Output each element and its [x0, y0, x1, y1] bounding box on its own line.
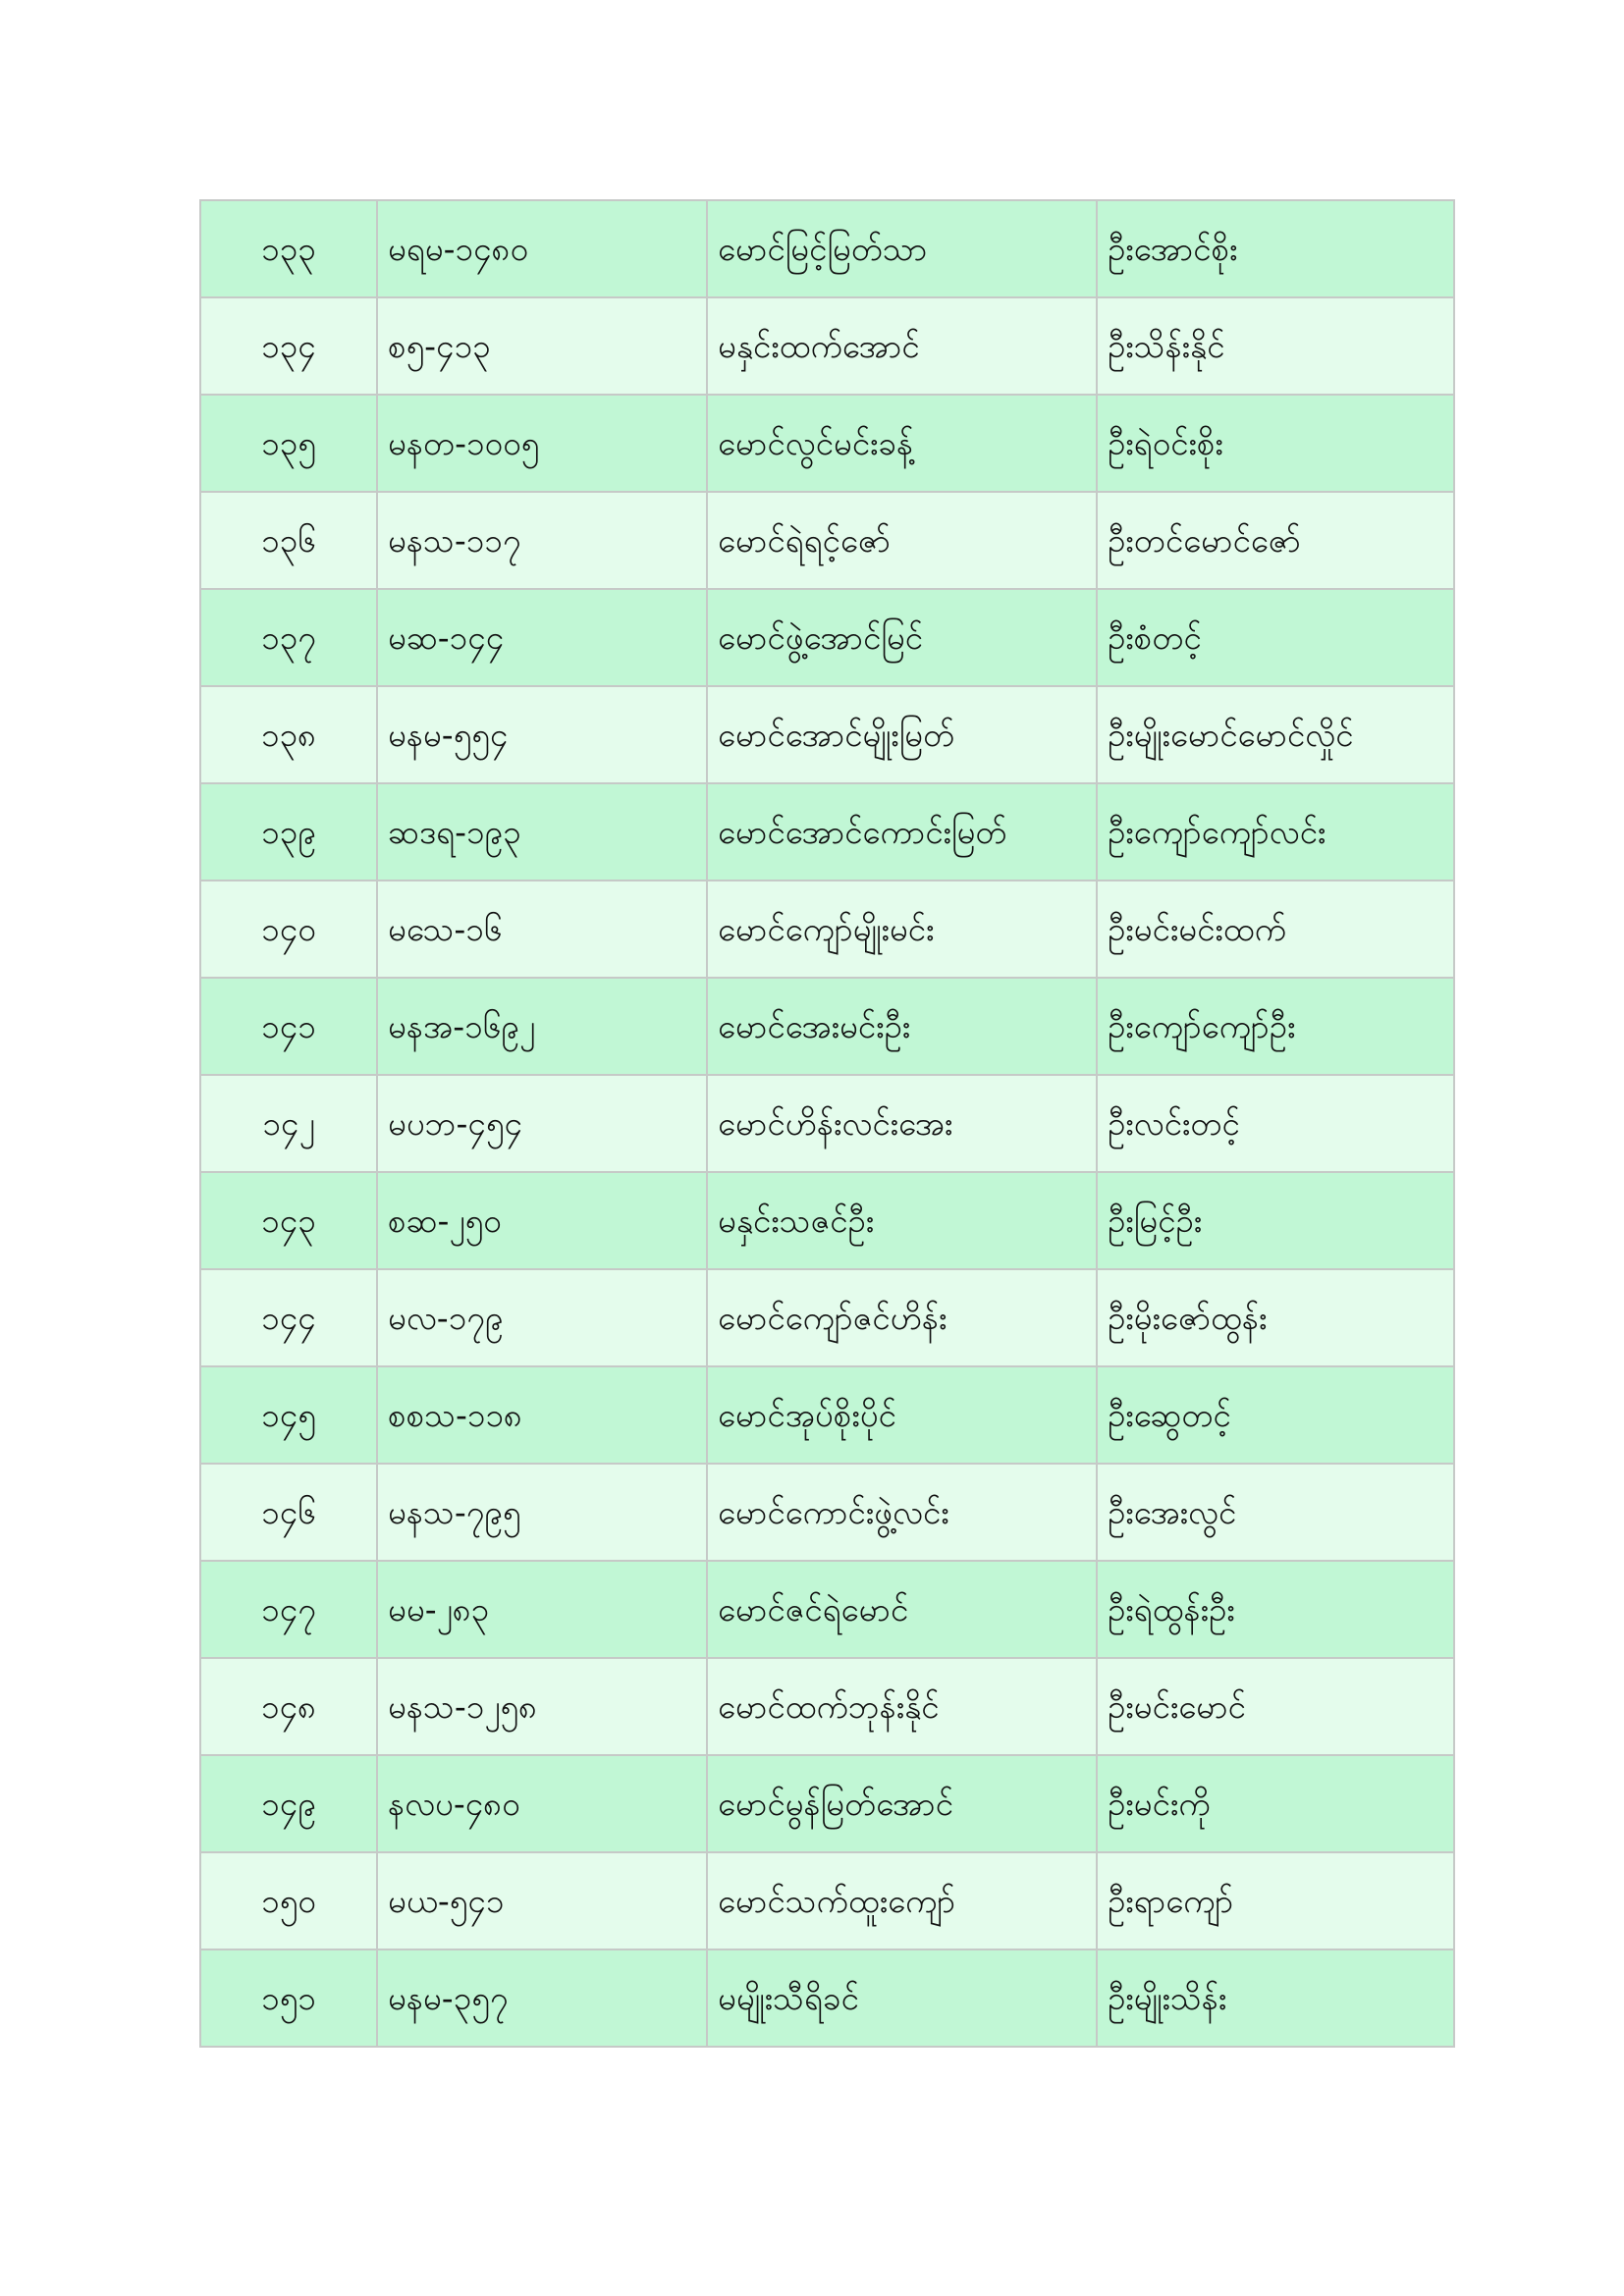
student-name: မနှင်းထက်အောင်: [707, 297, 1097, 395]
table-row: [200, 1464, 1454, 1561]
table-row: [200, 589, 1454, 686]
student-name: မောင်လွင်မင်းခန့်: [707, 395, 1097, 492]
table-row: [200, 783, 1454, 881]
row-number: ၁၄၈: [200, 1658, 377, 1755]
row-number: ၁၄၉: [200, 1755, 377, 1852]
table-row: [200, 1755, 1454, 1852]
row-number: ၁၃၅: [200, 395, 377, 492]
table-row: [200, 686, 1454, 783]
table-row: [200, 492, 1454, 589]
father-name: ဦးမိုးဇော်ထွန်း: [1097, 1269, 1454, 1366]
row-number: ၁၅၀: [200, 1852, 377, 1949]
father-name: ဦးမင်းမောင်: [1097, 1658, 1454, 1755]
table-row: [200, 395, 1454, 492]
student-name: မောင်ကောင်းဖွဲ့လင်း: [707, 1464, 1097, 1561]
registration-number: မယ-၅၄၁: [377, 1852, 707, 1949]
father-name: ဦးစံတင့်: [1097, 589, 1454, 686]
father-name: ဦးမျိုးသိန်း: [1097, 1949, 1454, 2047]
registration-number: စဆ-၂၅၀: [377, 1172, 707, 1269]
row-number: ၁၃၈: [200, 686, 377, 783]
row-number: ၁၄၁: [200, 978, 377, 1075]
registration-number: မမ-၂၈၃: [377, 1561, 707, 1658]
student-name: မောင်အောင်ကောင်းမြတ်: [707, 783, 1097, 881]
row-number: ၁၃၉: [200, 783, 377, 881]
student-name: မောင်သက်ထူးကျော်: [707, 1852, 1097, 1949]
student-name: မောင်အုပ်စိုးပိုင်: [707, 1366, 1097, 1464]
row-number: ၁၄၀: [200, 881, 377, 978]
father-name: ဦးသိန်းနိုင်: [1097, 297, 1454, 395]
father-name: ဦးမျိုးမောင်မောင်လှိုင်: [1097, 686, 1454, 783]
registration-number: မနသ-၇၉၅: [377, 1464, 707, 1561]
father-name: ဦးရာကျော်: [1097, 1852, 1454, 1949]
student-name: မနှင်းသဇင်ဦး: [707, 1172, 1097, 1269]
table-row: [200, 1949, 1454, 2047]
student-name: မောင်ကျော်ဇင်ဟိန်း: [707, 1269, 1097, 1366]
student-name: မောင်အေးမင်းဦး: [707, 978, 1097, 1075]
student-name: မောင်ထက်ဘုန်းနိုင်: [707, 1658, 1097, 1755]
father-name: ဦးကျော်ကျော်ဦး: [1097, 978, 1454, 1075]
registration-number: မလ-၁၇၉: [377, 1269, 707, 1366]
registration-number: မဆ-၁၄၄: [377, 589, 707, 686]
row-number: ၁၃၄: [200, 297, 377, 395]
registration-number: မရမ-၁၄၈၀: [377, 200, 707, 297]
table-row: [200, 1172, 1454, 1269]
student-name: မောင်မွန်မြတ်အောင်: [707, 1755, 1097, 1852]
row-number: ၁၄၂: [200, 1075, 377, 1172]
table-row: [200, 1561, 1454, 1658]
student-roster-table: [199, 199, 1455, 2048]
father-name: ဦးအောင်စိုး: [1097, 200, 1454, 297]
father-name: ဦးလင်းတင့်: [1097, 1075, 1454, 1172]
registration-number: မသေ-၁၆: [377, 881, 707, 978]
table-row: [200, 1269, 1454, 1366]
row-number: ၁၄၅: [200, 1366, 377, 1464]
father-name: ဦးရဲထွန်းဦး: [1097, 1561, 1454, 1658]
table-row: [200, 1658, 1454, 1755]
student-name: မောင်ဇင်ရဲမောင်: [707, 1561, 1097, 1658]
row-number: ၁၃၆: [200, 492, 377, 589]
row-number: ၁၄၄: [200, 1269, 377, 1366]
table-row: [200, 200, 1454, 297]
registration-number: စစသ-၁၁၈: [377, 1366, 707, 1464]
table-row: [200, 1075, 1454, 1172]
registration-number: ဆဒရ-၁၉၃: [377, 783, 707, 881]
father-name: ဦးမြင့်ဦး: [1097, 1172, 1454, 1269]
registration-number: စ၅-၄၁၃: [377, 297, 707, 395]
registration-number: နလပ-၄၈၀: [377, 1755, 707, 1852]
table-row: [200, 297, 1454, 395]
father-name: ဦးမင်းကို: [1097, 1755, 1454, 1852]
registration-number: မပဘ-၄၅၄: [377, 1075, 707, 1172]
registration-number: မနမ-၃၅၇: [377, 1949, 707, 2047]
student-name: မောင်ဖွဲ့အောင်မြင်: [707, 589, 1097, 686]
father-name: ဦးမင်းမင်းထက်: [1097, 881, 1454, 978]
registration-number: မနသ-၁၁၇: [377, 492, 707, 589]
student-name: မောင်မြင့်မြတ်သာ: [707, 200, 1097, 297]
table-row: [200, 881, 1454, 978]
row-number: ၁၄၆: [200, 1464, 377, 1561]
father-name: ဦးရဲဝင်းစိုး: [1097, 395, 1454, 492]
father-name: ဦးကျော်ကျော်လင်း: [1097, 783, 1454, 881]
registration-number: မနအ-၁၆၉၂: [377, 978, 707, 1075]
table-row: [200, 978, 1454, 1075]
student-name: မောင်ကျော်မျိုးမင်း: [707, 881, 1097, 978]
father-name: ဦးအေးလွင်: [1097, 1464, 1454, 1561]
table-row: [200, 1366, 1454, 1464]
row-number: ၁၃၃: [200, 200, 377, 297]
row-number: ၁၃၇: [200, 589, 377, 686]
row-number: ၁၄၇: [200, 1561, 377, 1658]
registration-number: မနတ-၁၀၀၅: [377, 395, 707, 492]
table-row: [200, 1852, 1454, 1949]
student-name: မမျိုးသီရိခင်: [707, 1949, 1097, 2047]
registration-number: မနမ-၅၅၄: [377, 686, 707, 783]
row-number: ၁၅၁: [200, 1949, 377, 2047]
row-number: ၁၄၃: [200, 1172, 377, 1269]
student-name: မောင်အောင်မျိုးမြတ်: [707, 686, 1097, 783]
father-name: ဦးဆွေတင့်: [1097, 1366, 1454, 1464]
registration-number: မနသ-၁၂၅၈: [377, 1658, 707, 1755]
student-name: မောင်ရဲရင့်ဇော်: [707, 492, 1097, 589]
student-name: မောင်ဟိန်းလင်းအေး: [707, 1075, 1097, 1172]
roster-body: [200, 200, 1454, 2047]
father-name: ဦးတင်မောင်ဇော်: [1097, 492, 1454, 589]
